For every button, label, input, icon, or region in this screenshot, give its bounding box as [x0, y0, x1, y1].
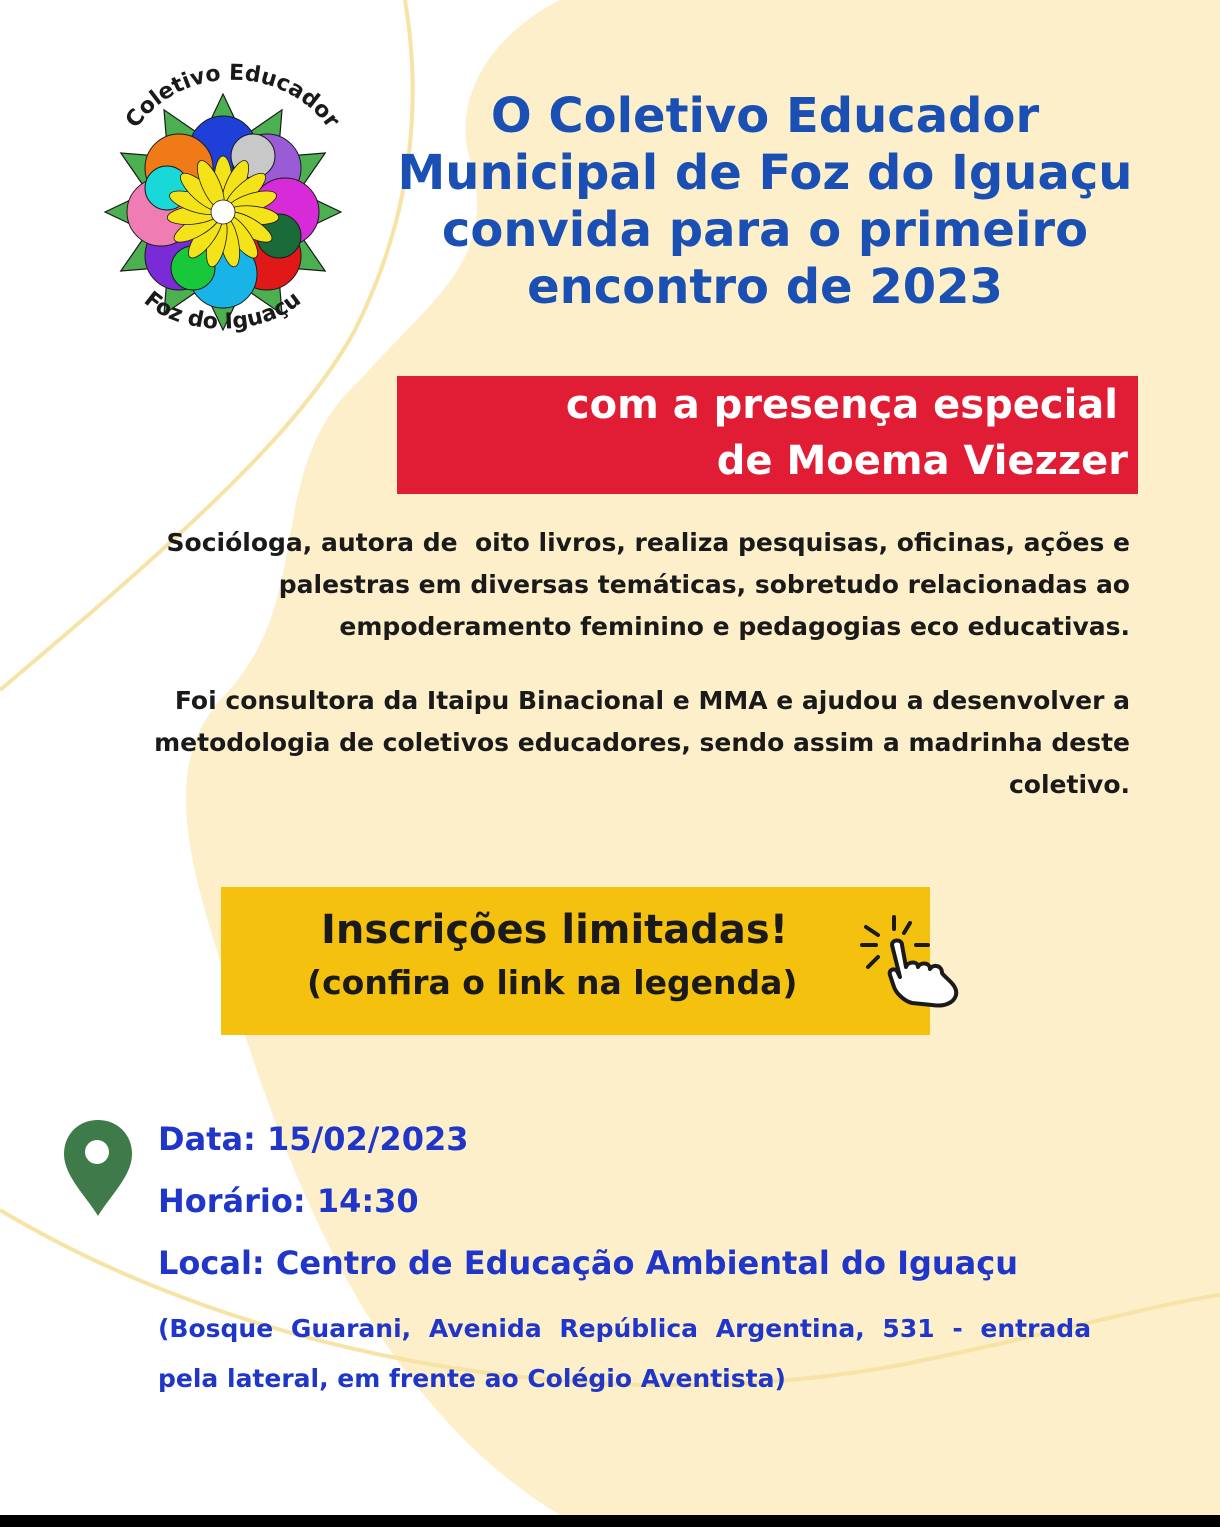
bio-paragraph-2 — [154, 680, 1130, 806]
event-date: Data: 15/02/2023 — [158, 1120, 469, 1158]
title-line: Municipal de Foz do Iguaçu — [397, 145, 1133, 201]
event-address — [158, 1304, 1130, 1404]
location-pin-icon — [62, 1118, 134, 1218]
registration-callout[interactable] — [221, 887, 930, 1035]
bio-paragraph-1 — [167, 522, 1130, 648]
bio-line: empoderamento feminino e pedagogias eco educativas. — [339, 612, 1130, 641]
bottom-bar — [0, 1515, 1220, 1527]
event-time: Horário: 14:30 — [158, 1182, 419, 1220]
flower-logo-icon — [95, 62, 355, 362]
bio-line: Socióloga, autora de oito livros, realiza pesquisas, oficinas, ações e — [166, 528, 1130, 557]
cta-title: Inscrições limitadas! — [321, 907, 788, 953]
event-location: Local: Centro de Educação Ambiental do Iguaçu — [158, 1244, 1018, 1282]
bio-line: Foi consultora da Itaipu Binacional e MMA e ajudou a desenvolver a — [174, 686, 1130, 715]
bio-line: coletivo. — [1008, 770, 1130, 799]
title-line: convida para o primeiro — [441, 202, 1089, 258]
click-hand-icon — [860, 915, 964, 1011]
banner-line: com a presença especial — [565, 382, 1118, 428]
logo-bottom-text: Foz do Iguaçu — [139, 286, 306, 335]
title-line: encontro de 2023 — [527, 259, 1003, 315]
address-line: pela lateral, em frente ao Colégio Aventista) — [158, 1364, 786, 1393]
cta-subtitle: (confira o link na legenda) — [307, 963, 798, 1002]
page-title — [380, 88, 1150, 316]
address-line: (Bosque Guarani, Avenida República Argentina, 531 - entrada — [158, 1314, 1092, 1343]
title-line: O Coletivo Educador — [490, 88, 1040, 144]
special-guest-banner — [397, 376, 1138, 494]
banner-line: de Moema Viezzer — [716, 438, 1128, 484]
bio-line: metodologia de coletivos educadores, sendo assim a madrinha deste — [154, 728, 1130, 757]
logo-top-text: Coletivo Educador — [120, 62, 345, 133]
bio-line: palestras em diversas temáticas, sobretudo relacionadas ao — [278, 570, 1130, 599]
